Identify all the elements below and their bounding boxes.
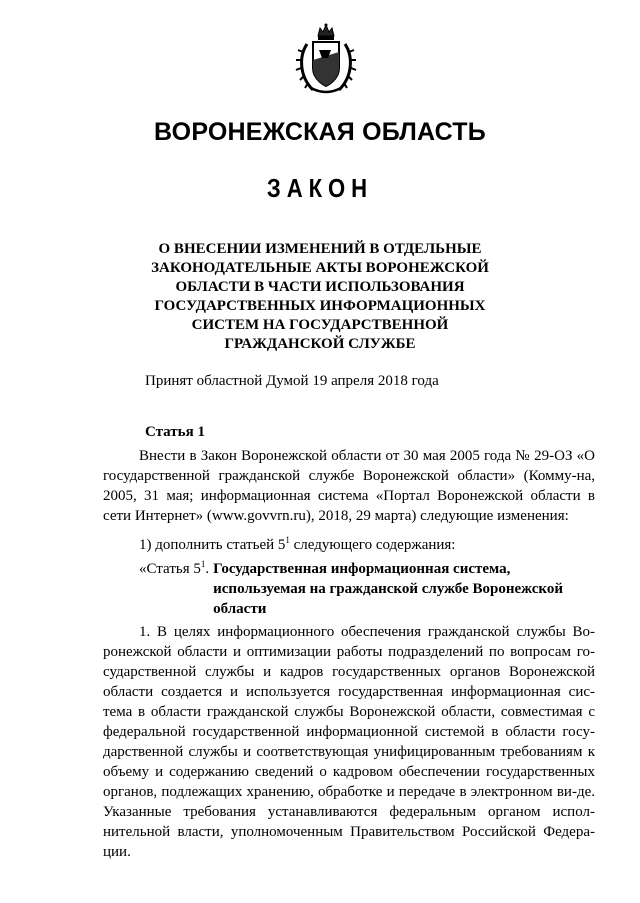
new-article-heading — [139, 559, 593, 619]
amendment-item-1 — [139, 537, 455, 554]
law-title-line: СИСТЕМ НА ГОСУДАРСТВЕННОЙ — [191, 317, 449, 333]
new-article-paragraph-1-text: 1. В целях информационного обеспечения гражданской службы Во-ронежской области и оптимизации работы подразделений по вопросам го-сударственной службы и кадров государственных органов Воронежской области создается и используется государственная информационная сис-тема в области гражданской службы Воронежской области, совместимая с федеральной государственной информационной системой в области госу-дарственной службы и соответствующая унифицированным требованиям к объему и содержанию сведений о кадровом обеспечении государственных органов, подлежащих хранению, обработке и передаче в электронном ви-де. Указанные требования устанавливаются федеральным органом испол-нительной власти, уполномоченным Правительством Российской Федера-ции. — [103, 624, 595, 860]
new-article-label — [139, 559, 209, 579]
amendment-item-superscript: 1 — [285, 535, 290, 545]
article-1-intro-text: Внести в Закон Воронежской области от 30 мая 2005 года № 29-ОЗ «О государственной гражданской службе Воронежской области» (Комму-на, 2005, 31 мая; информационная система «Портал Воронежской области в сети Интернет» (www.govvrn.ru), 2018, 29 марта) следующие изменения: — [103, 448, 595, 524]
law-title-line: ЗАКОНОДАТЕЛЬНЫЕ АКТЫ ВОРОНЕЖСКОЙ — [151, 260, 489, 276]
law-title-line: О ВНЕСЕНИИ ИЗМЕНЕНИЙ В ОТДЕЛЬНЫЕ — [158, 241, 482, 257]
law-title-line: ОБЛАСТИ В ЧАСТИ ИСПОЛЬЗОВАНИЯ — [175, 279, 465, 295]
new-article-paragraph-1 — [103, 622, 595, 862]
new-article-label-text: «Статья 5 — [139, 561, 201, 577]
region-heading: ВОРОНЕЖСКАЯ ОБЛАСТЬ — [154, 118, 486, 146]
article-1-intro — [103, 446, 595, 526]
law-title — [0, 240, 640, 354]
document-type-heading: ЗАКОН — [266, 173, 374, 203]
law-title-line: ГРАЖДАНСКОЙ СЛУЖБЕ — [224, 336, 416, 352]
amendment-item-text: 1) дополнить статьей 5 — [139, 537, 286, 553]
new-article-label-dot: . — [205, 561, 210, 577]
amendment-item-text-suffix: следующего содержания: — [289, 537, 456, 553]
new-article-title: Государственная информационная система, используемая на гражданской службе Воронежской области — [213, 561, 564, 617]
adoption-date: Принят областной Думой 19 апреля 2018 года — [145, 373, 439, 389]
coat-of-arms-emblem — [295, 22, 357, 98]
new-article-label-superscript: 1 — [200, 559, 206, 569]
law-title-line: ГОСУДАРСТВЕННЫХ ИНФОРМАЦИОННЫХ — [154, 298, 486, 314]
article-1-heading: Статья 1 — [145, 424, 205, 440]
